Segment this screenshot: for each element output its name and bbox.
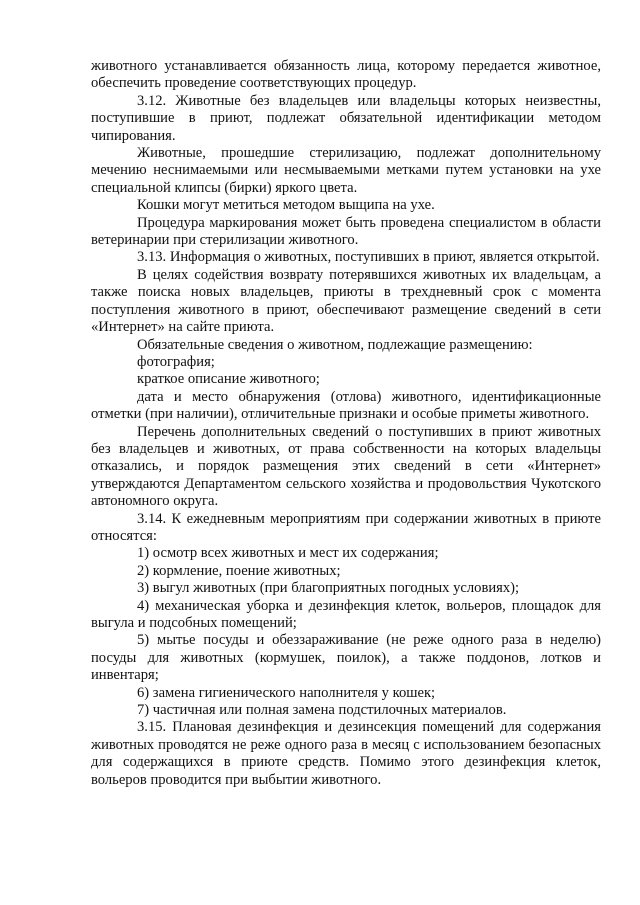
paragraph: 3.15. Плановая дезинфекция и дезинсекция помещений для содержания животных проводятся не реже одного раза в месяц с использованием безопасных для содержащихся в приюте средств. Помимо этого дезинфекция клеток, вольеров проводится при выбытии животного. [91, 719, 601, 788]
paragraph: Животные, прошедшие стерилизацию, подлежат дополнительному мечению неснимаемыми или несмываемыми метками путем установки на ухе специальной клипсы (бирки) яркого цвета. [91, 145, 601, 196]
paragraph: Кошки могут метиться методом выщипа на ухе. [137, 197, 435, 214]
list-item: 4) механическая уборка и дезинфекция клеток, вольеров, площадок для выгула и подсобных помещений; [91, 597, 601, 631]
paragraph: 3.14. К ежедневным мероприятиям при содержании животных в приюте относятся: [91, 510, 601, 544]
list-item: дата и место обнаружения (отлова) животного, идентификационные отметки (при наличии), отличительные признаки и особые приметы животного. [91, 388, 601, 423]
list-item: фотография; [137, 353, 215, 370]
paragraph: Процедура маркирования может быть проведена специалистом в области ветеринарии при стерилизации животного. [91, 214, 601, 249]
paragraph: Обязательные сведения о животном, подлежащие размещению: [137, 336, 533, 353]
document-page [91, 58, 601, 789]
list-item: 6) замена гигиенического наполнителя у кошек; [137, 684, 436, 701]
paragraph: 3.12. Животные без владельцев или владельцы которых неизвестны, поступившие в приют, подлежат обязательной идентификации методом чипирования. [91, 92, 601, 144]
paragraph: животного устанавливается обязанность лица, которому передается животное, обеспечить проведение соответствующих процедур. [91, 58, 601, 92]
paragraph: Перечень дополнительных сведений о поступивших в приют животных без владельцев и животных, от права собственности на которых владельцы отказались, и порядок размещения этих сведений в сети «Интернет» утверждаются Департаментом сельского хозяйства и продовольствия Чукотского автономного округа. [91, 423, 601, 510]
list-item: краткое описание животного; [137, 371, 320, 388]
list-item: 1) осмотр всех животных и мест их содержания; [137, 545, 439, 562]
list-item: 3) выгул животных (при благоприятных погодных условиях); [137, 580, 520, 597]
list-item: 2) кормление, поение животных; [137, 562, 341, 579]
paragraph: 3.13. Информация о животных, поступивших в приют, является открытой. [137, 249, 600, 266]
list-item: 5) мытье посуды и обеззараживание (не реже одного раза в неделю) посуды для животных (кормушек, поилок), а также поддонов, лотков и инвентаря; [91, 632, 601, 684]
list-item: 7) частичная или полная замена подстилочных материалов. [137, 702, 507, 719]
paragraph: В целях содействия возврату потерявшихся животных их владельцам, а также поиска новых владельцев, приюты в трехдневный срок с момента поступления животного в приют, обеспечивают размещение сведений в сети «Интернет» на сайте приюта. [91, 266, 601, 336]
